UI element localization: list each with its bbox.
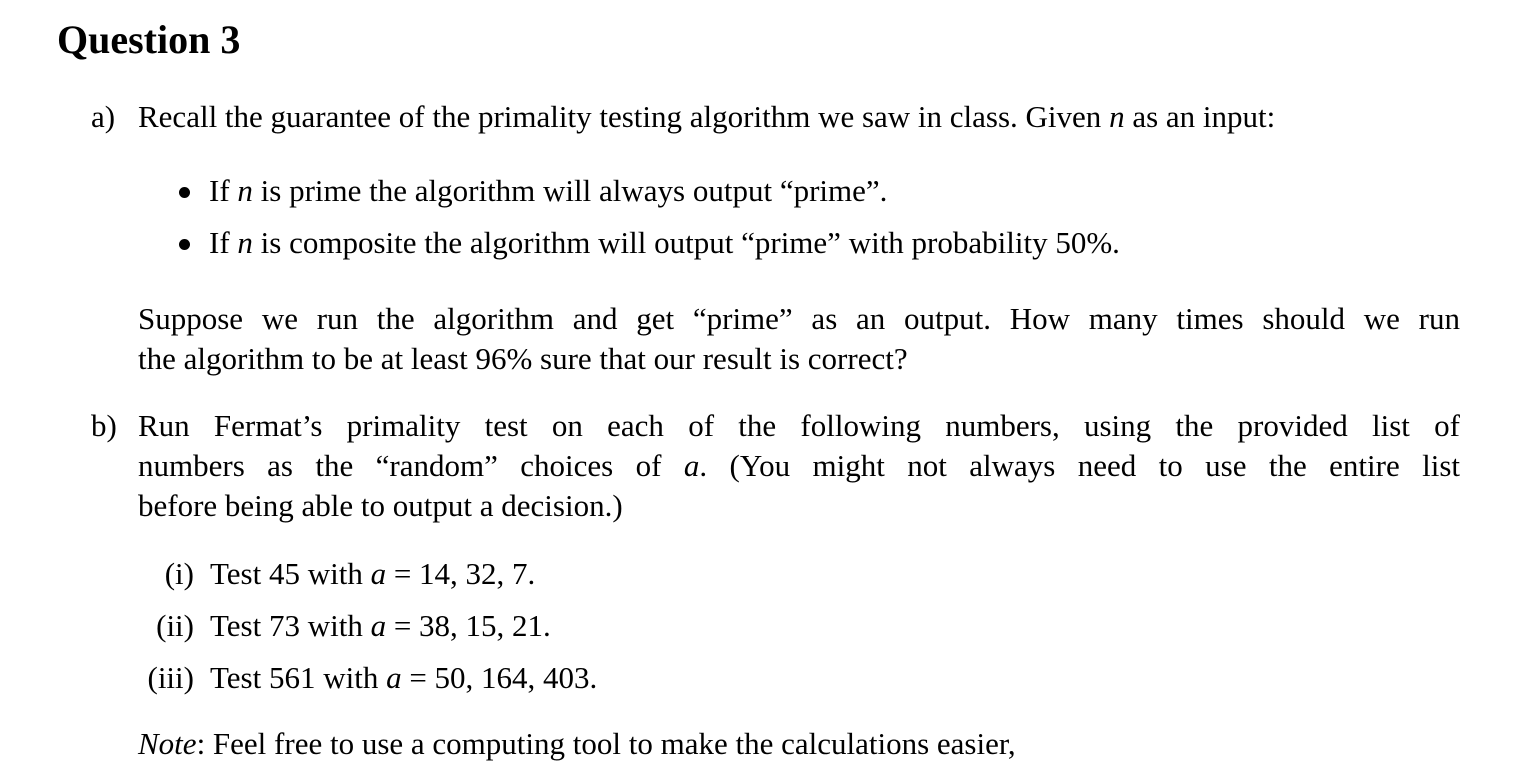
part-a-intro-pre: Recall the guarantee of the primality testing algorithm we saw in class. Given <box>138 99 1110 134</box>
variable-a: a <box>683 448 700 483</box>
bullet-1-pre: If <box>209 173 238 208</box>
bullet-2-pre: If <box>209 225 238 260</box>
note-label: Note <box>138 726 197 761</box>
sub-item-3-post: = 50, 164, 403. <box>401 660 598 695</box>
sub-item-label-iii: (iii) <box>147 660 194 695</box>
part-b-line-2-pre: numbers as the “random” choices of <box>138 448 684 483</box>
note-paragraph <box>138 724 1016 764</box>
sub-item-label-ii: (ii) <box>156 608 194 643</box>
variable-a: a <box>386 660 402 695</box>
part-a-intro <box>138 97 1275 137</box>
bullet-1-post: is prime the algorithm will always output “prime”. <box>252 173 888 208</box>
variable-n: n <box>1109 99 1125 134</box>
bullet-dot-icon <box>179 239 190 250</box>
sub-item-1-pre: Test 45 with <box>210 556 371 591</box>
sub-item-1-post: = 14, 32, 7. <box>386 556 536 591</box>
part-a-intro-post: as an input: <box>1124 99 1276 134</box>
part-b-line-2-post: . (You might not always need to use the entire list <box>699 448 1461 483</box>
part-a-question-line-2: the algorithm to be at least 96% sure that our result is correct? <box>138 341 908 376</box>
bullet-item-prime <box>209 171 887 211</box>
part-b-line-3: before being able to output a decision.) <box>138 488 623 523</box>
part-b-line-2 <box>138 446 1460 486</box>
sub-item-2-post: = 38, 15, 21. <box>386 608 551 643</box>
note-text: : Feel free to use a computing tool to make the calculations easier, <box>196 726 1016 761</box>
variable-n: n <box>237 225 253 260</box>
bullet-2-post: is composite the algorithm will output “prime” with probability 50%. <box>252 225 1120 260</box>
bullet-dot-icon <box>179 187 190 198</box>
part-b-label: b) <box>91 408 117 443</box>
part-b-line-1: Run Fermat’s primality test on each of the following numbers, using the provided list of <box>138 408 1460 443</box>
sub-item-test-45 <box>210 554 535 594</box>
sub-item-2-pre: Test 73 with <box>210 608 371 643</box>
sub-item-3-pre: Test 561 with <box>210 660 387 695</box>
variable-a: a <box>370 608 387 643</box>
sub-item-test-73 <box>210 606 551 646</box>
variable-a: a <box>370 556 387 591</box>
sub-item-test-561 <box>210 658 597 698</box>
part-a-question-line-1: Suppose we run the algorithm and get “prime” as an output. How many times should we run <box>138 301 1460 336</box>
question-title: Question 3 <box>57 17 241 62</box>
sub-item-label-i: (i) <box>164 556 194 591</box>
bullet-item-composite <box>209 223 1120 263</box>
part-a-label: a) <box>91 99 116 134</box>
variable-n: n <box>237 173 253 208</box>
